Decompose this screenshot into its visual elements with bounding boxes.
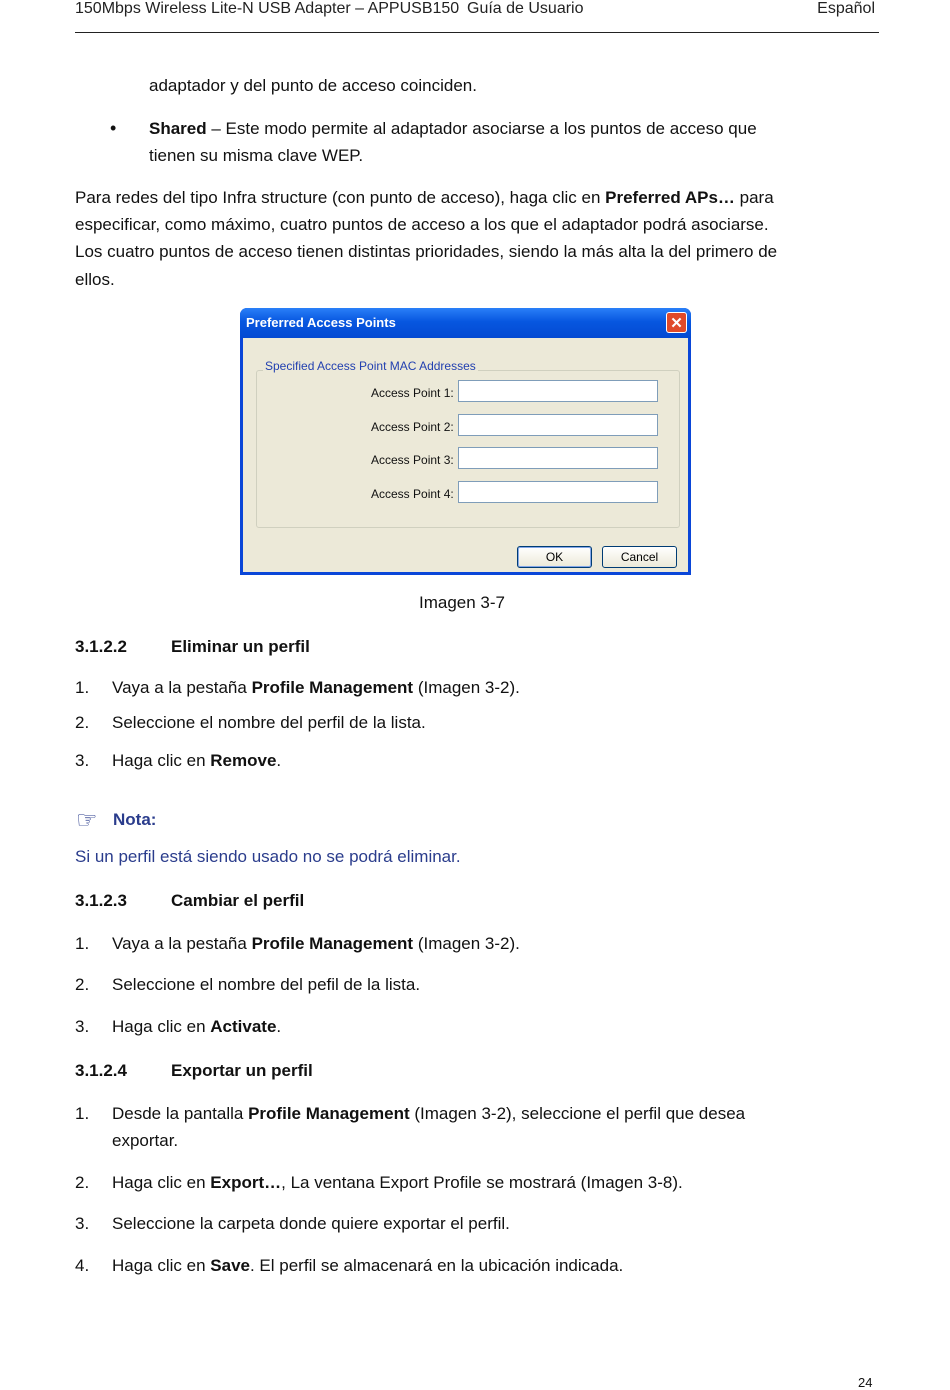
access-point-4-input[interactable] xyxy=(458,481,658,503)
step-number: 3. xyxy=(75,1214,90,1233)
step-text: Haga clic en Export…, La ventana Export Profile se mostrará (Imagen 3-8). xyxy=(112,1173,683,1192)
access-point-1-input[interactable] xyxy=(458,380,658,402)
section-title: Cambiar el perfil xyxy=(171,891,305,910)
cancel-button[interactable]: Cancel xyxy=(602,546,677,568)
access-point-2-input[interactable] xyxy=(458,414,658,436)
para-line-4: ellos. xyxy=(75,270,115,289)
access-point-2-label: Access Point 2: xyxy=(371,420,454,434)
step-number: 1. xyxy=(75,1104,90,1123)
step-number: 1. xyxy=(75,678,90,697)
preferred-aps-term: Preferred APs… xyxy=(605,188,735,207)
header-language: Español xyxy=(817,0,875,17)
preferred-access-points-dialog xyxy=(240,308,691,575)
step-text: Haga clic en Remove. xyxy=(112,751,282,770)
note-text: Si un perfil está siendo usado no se podrá eliminar. xyxy=(75,847,461,866)
figure-caption: Imagen 3-7 xyxy=(419,593,505,612)
step-number: 2. xyxy=(75,975,90,994)
access-point-1-label: Access Point 1: xyxy=(371,386,454,400)
step-text: Haga clic en Activate. xyxy=(112,1017,282,1036)
step-text-continued: exportar. xyxy=(112,1131,179,1150)
step-number: 3. xyxy=(75,1017,90,1036)
header-guide: Guía de Usuario xyxy=(467,0,584,17)
step-text: Desde la pantalla Profile Management (Imagen 3-2), seleccione el perfil que desea xyxy=(112,1104,746,1123)
group-label: Specified Access Point MAC Addresses xyxy=(265,359,476,373)
ok-button[interactable]: OK xyxy=(517,546,592,568)
step-number: 2. xyxy=(75,1173,90,1192)
step-text: Seleccione la carpeta donde quiere exportar el perfil. xyxy=(112,1214,510,1233)
step-text: Haga clic en Save. El perfil se almacenará en la ubicación indicada. xyxy=(112,1256,624,1275)
step-number: 2. xyxy=(75,713,90,732)
page-number: 24 xyxy=(858,1375,873,1390)
page-header xyxy=(75,0,875,24)
step-number: 4. xyxy=(75,1256,90,1275)
dialog-titlebar xyxy=(240,308,691,338)
access-point-3-input[interactable] xyxy=(458,447,658,469)
dialog-title: Preferred Access Points xyxy=(246,315,396,330)
shared-line-2: tienen su misma clave WEP. xyxy=(149,146,364,165)
access-point-3-label: Access Point 3: xyxy=(371,453,454,467)
para-line-2: especificar, como máximo, cuatro puntos de acceso a los que el adaptador podrá asociarse. xyxy=(75,215,769,234)
step-text: Seleccione el nombre del pefil de la lista. xyxy=(112,975,421,994)
header-rule xyxy=(75,32,879,33)
section-title: Eliminar un perfil xyxy=(171,637,310,656)
shared-term: Shared xyxy=(149,119,207,138)
shared-line xyxy=(149,119,757,139)
para-line-3: Los cuatro puntos de acceso tienen distintas prioridades, siendo la más alta la del primero de xyxy=(75,242,778,261)
section-number: 3.1.2.3 xyxy=(75,891,127,910)
access-point-4-label: Access Point 4: xyxy=(371,487,454,501)
bullet-icon: • xyxy=(110,118,117,138)
step-number: 3. xyxy=(75,751,90,770)
pointing-hand-icon: ☞ xyxy=(76,807,98,834)
header-product: 150Mbps Wireless Lite-N USB Adapter – APPUSB150 xyxy=(75,0,460,17)
section-title: Exportar un perfil xyxy=(171,1061,313,1080)
para-line-1: Para redes del tipo Infra structure (con punto de acceso), haga clic en Preferred APs… para xyxy=(75,188,774,207)
step-text: Seleccione el nombre del perfil de la lista. xyxy=(112,713,426,732)
intro-line: adaptador y del punto de acceso coinciden. xyxy=(149,76,477,95)
section-number: 3.1.2.4 xyxy=(75,1061,127,1080)
step-text: Vaya a la pestaña Profile Management (Imagen 3-2). xyxy=(112,678,520,697)
shared-desc: – Este modo permite al adaptador asociarse a los puntos de acceso que xyxy=(211,119,757,138)
section-number: 3.1.2.2 xyxy=(75,637,127,656)
close-icon[interactable]: ✕ xyxy=(666,312,687,333)
step-text: Vaya a la pestaña Profile Management (Imagen 3-2). xyxy=(112,934,520,953)
note-label: Nota: xyxy=(113,810,157,829)
dialog-body xyxy=(243,338,688,572)
step-number: 1. xyxy=(75,934,90,953)
